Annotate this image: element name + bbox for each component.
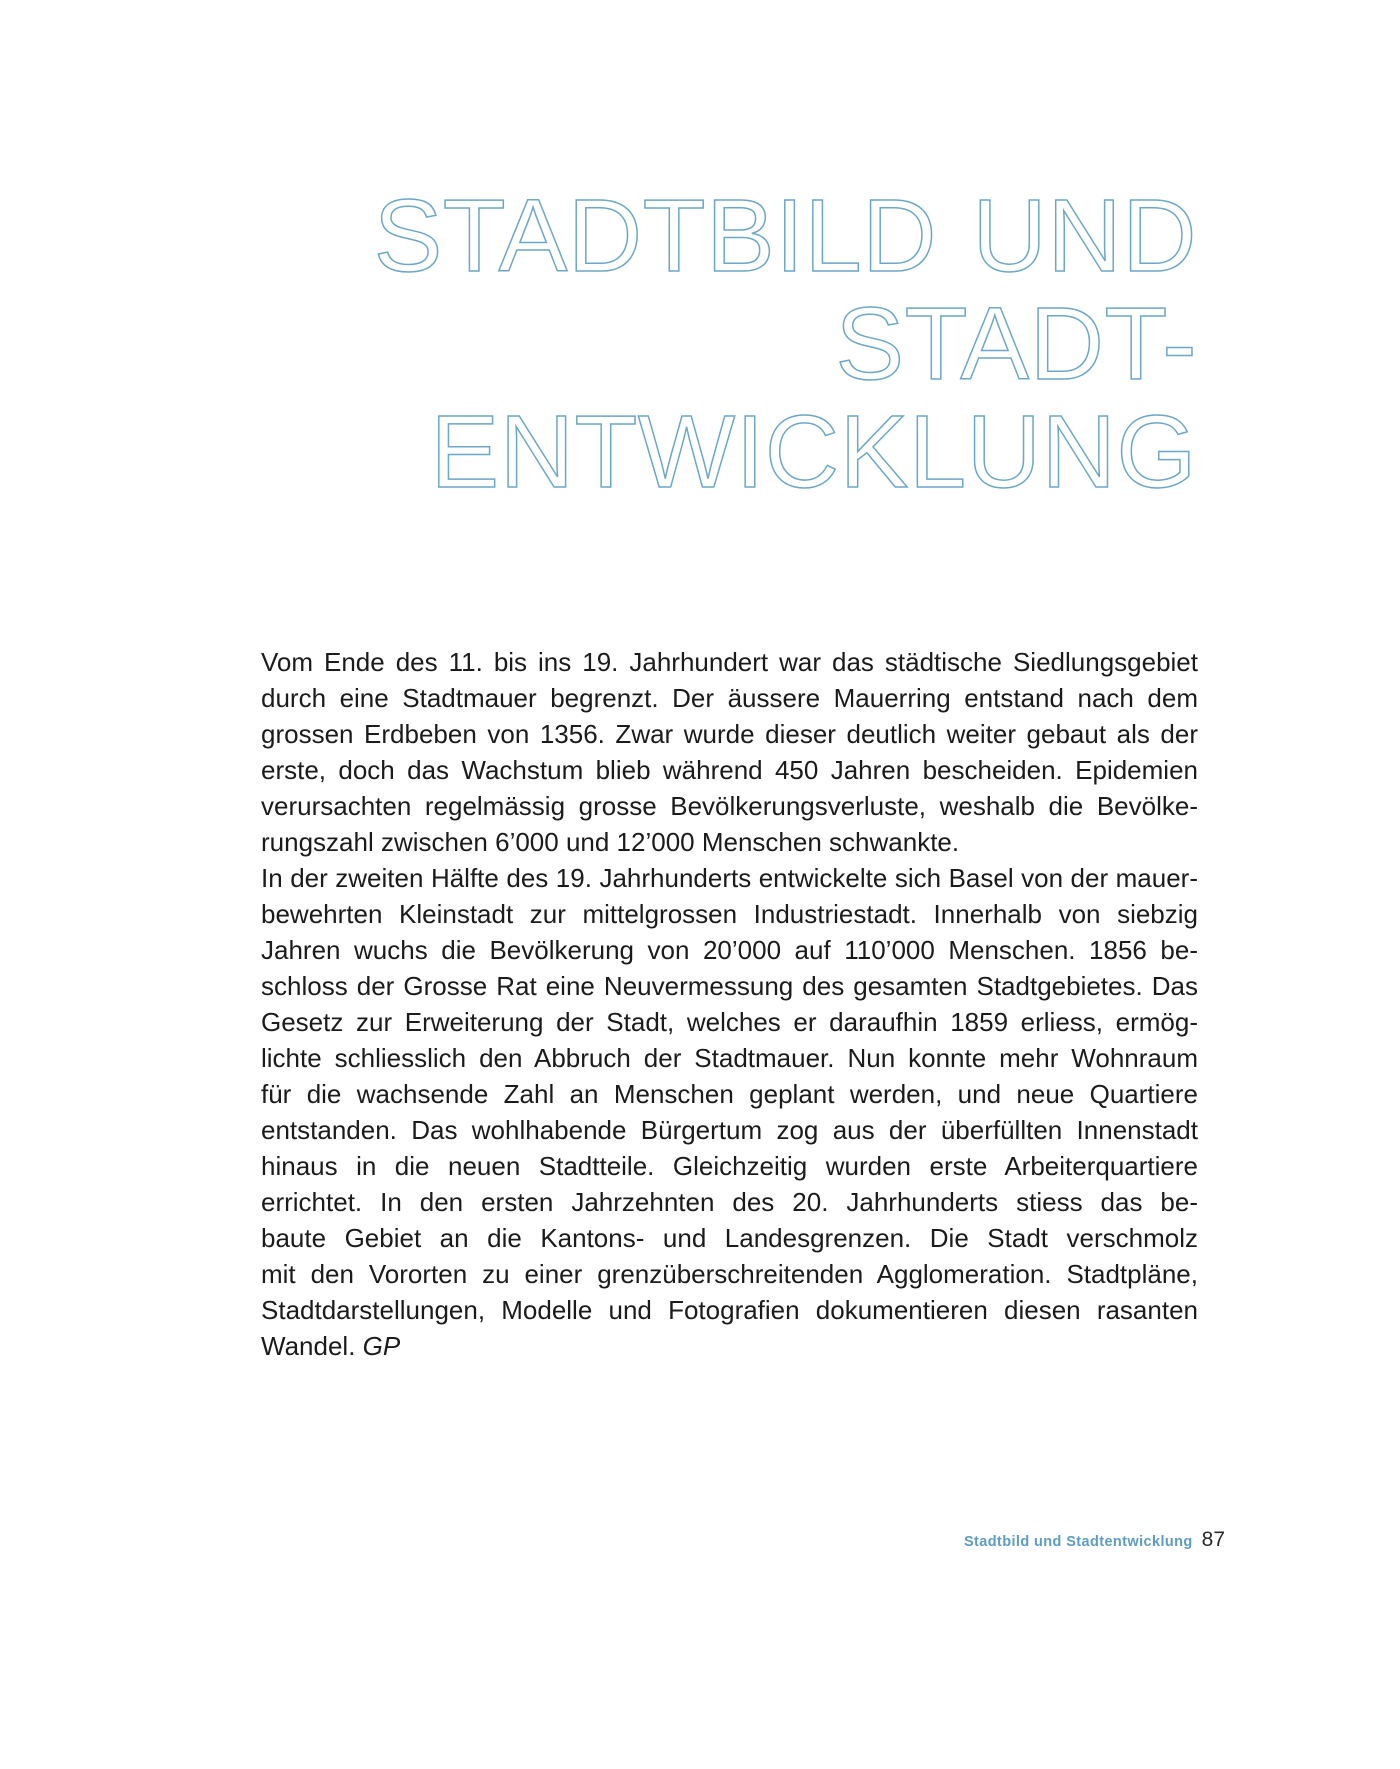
chapter-title-line: STADTBILD UND bbox=[373, 178, 1197, 293]
body-text-line: für die wachsende Zahl an Menschen geplant werden, und neue Quartiere bbox=[261, 1079, 1198, 1109]
body-text-line: bewehrten Kleinstadt zur mittelgrossen Industriestadt. Innerhalb von siebzig bbox=[261, 899, 1198, 929]
body-text-line: baute Gebiet an die Kantons- und Landesgrenzen. Die Stadt verschmolz bbox=[261, 1223, 1198, 1253]
body-text-line: Jahren wuchs die Bevölkerung von 20’000 auf 110’000 Menschen. 1856 be- bbox=[261, 935, 1198, 965]
chapter-title-line: STADT- bbox=[835, 286, 1197, 401]
chapter-title-line: ENTWICKLUNG bbox=[430, 394, 1197, 509]
body-text-line: Vom Ende des 11. bis ins 19. Jahrhundert war das städtische Siedlungsgebiet bbox=[261, 647, 1198, 677]
footer-section-label: Stadtbild und Stadtentwicklung bbox=[963, 1534, 1193, 1550]
body-text-line: erste, doch das Wachstum blieb während 450 Jahren bescheiden. Epidemien bbox=[261, 755, 1198, 785]
body-text-line: In der zweiten Hälfte des 19. Jahrhunderts entwickelte sich Basel von der mauer- bbox=[261, 863, 1198, 893]
body-text-line: errichtet. In den ersten Jahrzehnten des 20. Jahrhunderts stiess das be- bbox=[261, 1187, 1198, 1217]
chapter-title bbox=[203, 178, 1197, 509]
body-text-line: lichte schliesslich den Abbruch der Stadtmauer. Nun konnte mehr Wohnraum bbox=[261, 1043, 1198, 1073]
body-text-line: rungszahl zwischen 6’000 und 12’000 Menschen schwankte. bbox=[261, 827, 960, 857]
intro-paragraphs bbox=[261, 644, 1198, 1364]
page-footer bbox=[964, 1528, 1225, 1552]
author-initials: GP bbox=[362, 1331, 401, 1361]
body-text-line: Stadtdarstellungen, Modelle und Fotografien dokumentieren diesen rasanten bbox=[261, 1295, 1198, 1325]
footer-page-number: 87 bbox=[1201, 1528, 1225, 1551]
body-text-line bbox=[261, 1328, 1198, 1364]
body-text-line: verursachten regelmässig grosse Bevölkerungsverluste, weshalb die Bevölke- bbox=[261, 791, 1198, 821]
body-text-line: entstanden. Das wohlhabende Bürgertum zog aus der überfüllten Innenstadt bbox=[261, 1115, 1198, 1145]
body-text-line: grossen Erdbeben von 1356. Zwar wurde dieser deutlich weiter gebaut als der bbox=[261, 719, 1198, 749]
body-text-line: mit den Vororten zu einer grenzüberschreitenden Agglomeration. Stadtpläne, bbox=[261, 1259, 1198, 1289]
body-text-line: durch eine Stadtmauer begrenzt. Der äussere Mauerring entstand nach dem bbox=[261, 683, 1198, 713]
body-text-line: schloss der Grosse Rat eine Neuvermessung des gesamten Stadtgebietes. Das bbox=[261, 971, 1198, 1001]
body-text-line: hinaus in die neuen Stadtteile. Gleichzeitig wurden erste Arbeiterquartiere bbox=[261, 1151, 1198, 1181]
body-text-line: Gesetz zur Erweiterung der Stadt, welches er daraufhin 1859 erliess, ermög- bbox=[261, 1007, 1198, 1037]
body-last-line-text: Wandel. bbox=[261, 1331, 363, 1361]
